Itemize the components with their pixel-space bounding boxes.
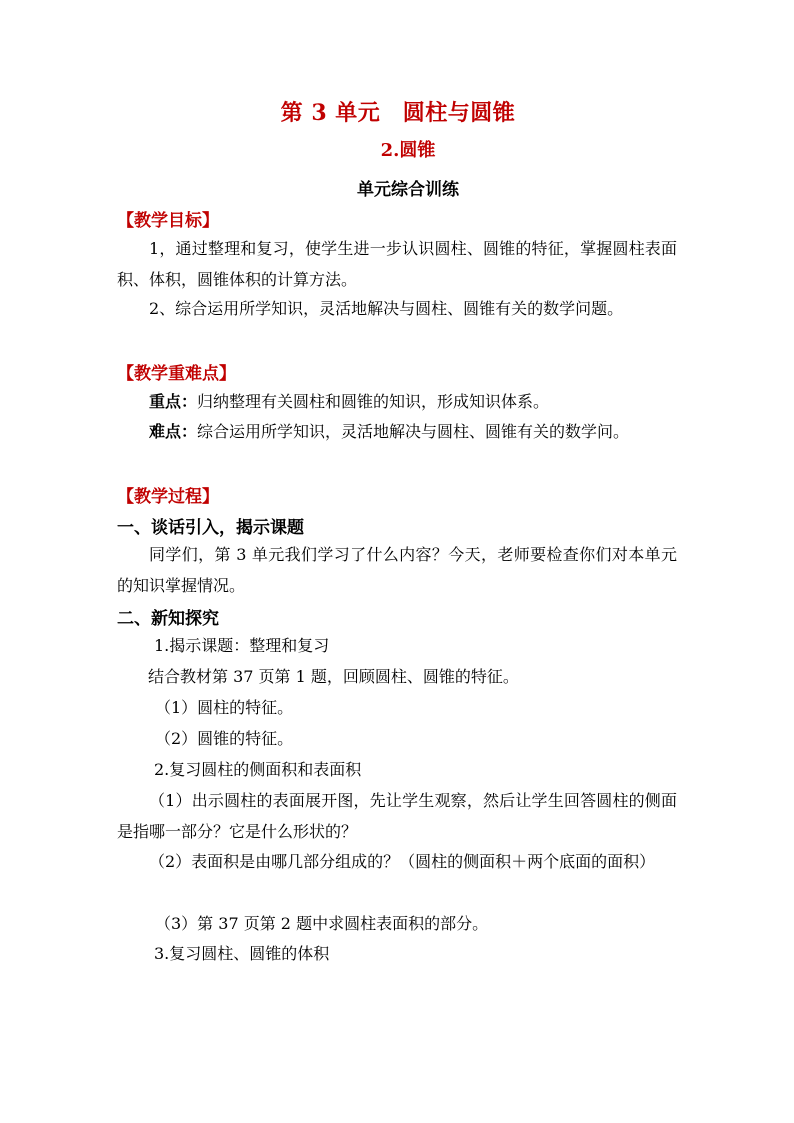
difficult-point [117,416,677,447]
goals-item-2: 2、综合运用所学知识，灵活地解决与圆柱、圆锥有关的数学问题。 [149,299,624,318]
goals-heading: 【教学目标】 [117,211,219,231]
lesson-title: 单元综合训练 [357,180,459,200]
document-subtitle: 2.圆锥 [380,140,436,161]
step-1-title: 1.揭示课题：整理和复习 [154,636,330,655]
step-2-item-b: （2）表面积是由哪几部分组成的？（圆柱的侧面积＋两个底面的面积） [149,852,656,871]
key-point-label: 重点： [149,392,198,411]
key-point [117,386,677,417]
keypoints-heading: 【教学重难点】 [117,364,236,384]
step-3-title: 3.复习圆柱、圆锥的体积 [154,944,330,963]
step-2-title: 2.复习圆柱的侧面积和表面积 [154,760,362,779]
part-1-text: 同学们，第 3 单元我们学习了什么内容？今天，老师要检查你们对本单元的知识掌握情况。 [117,545,677,595]
part-1-title: 一、谈话引入，揭示课题 [117,518,304,538]
goals-item-1: 1，通过整理和复习，使学生进一步认识圆柱、圆锥的特征，掌握圆柱表面积、体积，圆锥体积的计算方法。 [117,239,677,289]
key-point-text: 归纳整理有关圆柱和圆锥的知识，形成知识体系。 [197,392,550,411]
step-1-item-a: （1）圆柱的特征。 [155,698,294,717]
step-1-item-b: （2）圆锥的特征。 [155,729,294,748]
difficult-point-text: 综合运用所学知识，灵活地解决与圆柱、圆锥有关的数学问。 [197,422,630,441]
difficult-point-label: 难点： [149,422,198,441]
part-2-title: 二、新知探究 [117,609,219,629]
step-2-item-a: （1）出示圆柱的表面展开图，先让学生观察，然后让学生回答圆柱的侧面是指哪一部分？它是什么形状的？ [117,791,677,841]
process-heading: 【教学过程】 [117,487,219,507]
document-title: 第 3 单元 圆柱与圆锥 [280,100,516,126]
step-1-text: 结合教材第 37 页第 1 题，回顾圆柱、圆锥的特征。 [148,667,519,686]
step-2-item-c: （3）第 37 页第 2 题中求圆柱表面积的部分。 [155,914,489,933]
